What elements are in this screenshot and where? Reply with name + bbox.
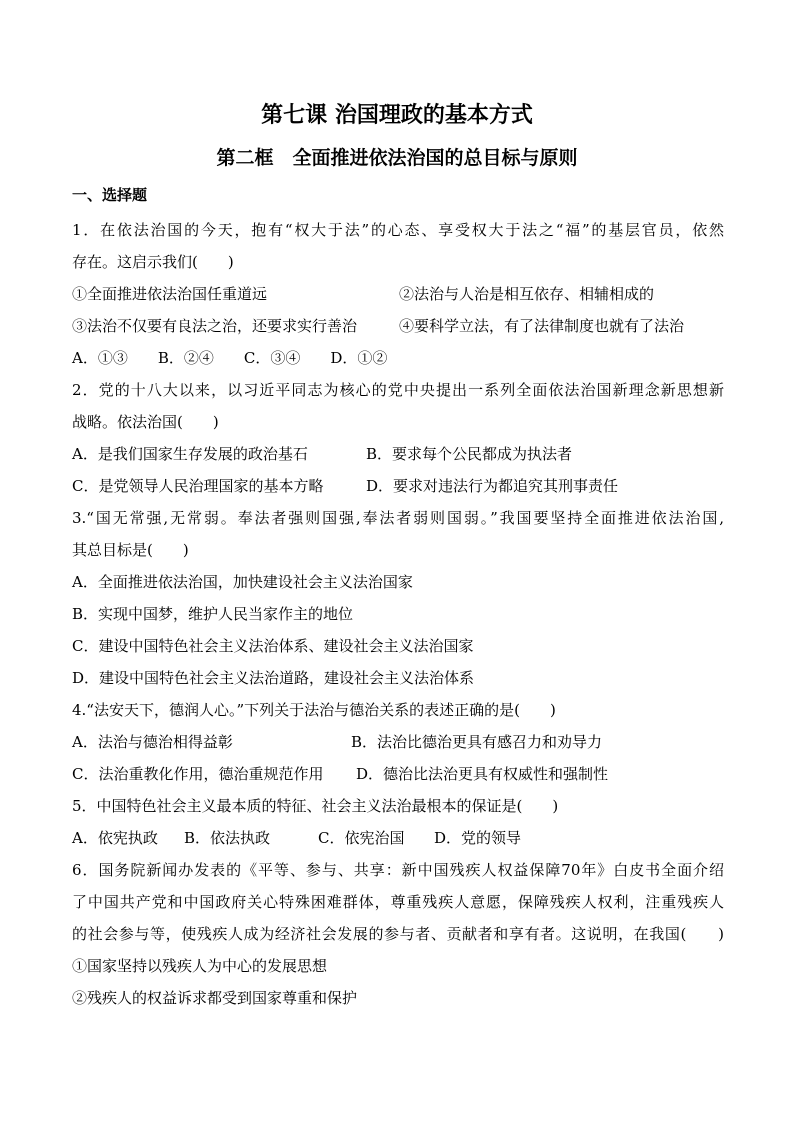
q1-statements-row-2 (72, 310, 724, 342)
q3-option-a: A．全面推进依法治国，加快建设社会主义法治国家 (72, 573, 413, 591)
q5-option-c: C．依宪治国 (318, 829, 405, 847)
q3-option-c: C．建设中国特色社会主义法治体系、建设社会主义法治国家 (72, 637, 474, 655)
q2-options-row-2 (72, 470, 724, 502)
q2-stem-line-2: 战略。依法治国( ) (72, 413, 219, 431)
q1-statement-3: ③法治不仅要有良法之治，还要求实行善治 (72, 317, 358, 335)
q4-options-row-2 (72, 758, 724, 790)
q2-stem-line-1: 2．党的十八大以来，以习近平同志为核心的党中央提出一系列全面依法治国新理念新思想新 (72, 381, 724, 399)
q2-option-a: A．是我们国家生存发展的政治基石 (72, 445, 308, 463)
q6-stem-line-2: 了中国共产党和中国政府关心特殊困难群体，尊重残疾人意愿，保障残疾人权利，注重残疾人 (72, 893, 724, 911)
q2-options-row-1 (72, 438, 724, 470)
q4-option-a: A．法治与德治相得益彰 (72, 733, 233, 751)
q4-stem: 4.“法安天下，德润人心。”下列关于法治与德治关系的表述正确的是( ) (72, 701, 556, 719)
q1-statement-4: ④要科学立法，有了法律制度也就有了法治 (399, 317, 685, 335)
q3-option-d: D．建设中国特色社会主义法治道路，建设社会主义法治体系 (72, 669, 475, 687)
q4-option-c: C．法治重教化作用，德治重规范作用 (72, 765, 324, 783)
q4-option-d: D．德治比法治更具有权威性和强制性 (356, 765, 609, 783)
q6-stem-line-3: 的社会参与等，使残疾人成为经济社会发展的参与者、贡献者和享有者。这说明，在我国( ) (72, 925, 724, 943)
q3-stem-line-2: 其总目标是( ) (72, 541, 189, 559)
q3-stem-line-1: 3.“国无常强,无常弱。奉法者强则国强,奉法者弱则国弱。”我国要坚持全面推进依法治国, (72, 509, 724, 527)
q5-stem: 5．中国特色社会主义最本质的特征、社会主义法治最根本的保证是( ) (72, 797, 559, 815)
q5-option-d: D．党的领导 (434, 829, 522, 847)
q1-stem-line-1: 1．在依法治国的今天，抱有“权大于法”的心态、享受权大于法之“福”的基层官员，依然 (72, 221, 724, 239)
q1-statement-2: ②法治与人治是相互依存、相辅相成的 (399, 285, 655, 303)
q1-stem-line-2: 存在。这启示我们( ) (72, 253, 234, 271)
q4-option-b: B．法治比德治更具有感召力和劝导力 (351, 733, 603, 751)
q2-option-d: D．要求对违法行为都追究其刑事责任 (366, 477, 619, 495)
q1-statements-row-1 (72, 278, 724, 310)
section-heading: 一、选择题 (72, 186, 148, 204)
lesson-subtitle: 第二框 全面推进依法治国的总目标与原则 (216, 147, 578, 169)
q5-options-row (72, 822, 724, 854)
q6-statement-2: ②残疾人的权益诉求都受到国家尊重和保护 (72, 989, 358, 1007)
q1-statement-1: ①全面推进依法治国任重道远 (72, 285, 268, 303)
lesson-title: 第七课 治国理政的基本方式 (261, 102, 533, 128)
q6-stem-line-1: 6．国务院新闻办发表的《平等、参与、共享：新中国残疾人权益保障70年》白皮书全面介绍 (72, 861, 724, 879)
question-list (72, 214, 724, 1014)
q2-option-c: C．是党领导人民治理国家的基本方略 (72, 477, 324, 495)
q5-option-b: B．依法执政 (184, 829, 271, 847)
q3-option-b: B．实现中国梦，维护人民当家作主的地位 (72, 605, 354, 623)
q4-options-row-1 (72, 726, 724, 758)
q5-option-a: A．依宪执政 (72, 829, 158, 847)
q6-statement-1: ①国家坚持以残疾人为中心的发展思想 (72, 957, 328, 975)
q1-options: A．①③ B．②④ C．③④ D．①② (72, 349, 388, 367)
q2-option-b: B．要求每个公民都成为执法者 (366, 445, 573, 463)
